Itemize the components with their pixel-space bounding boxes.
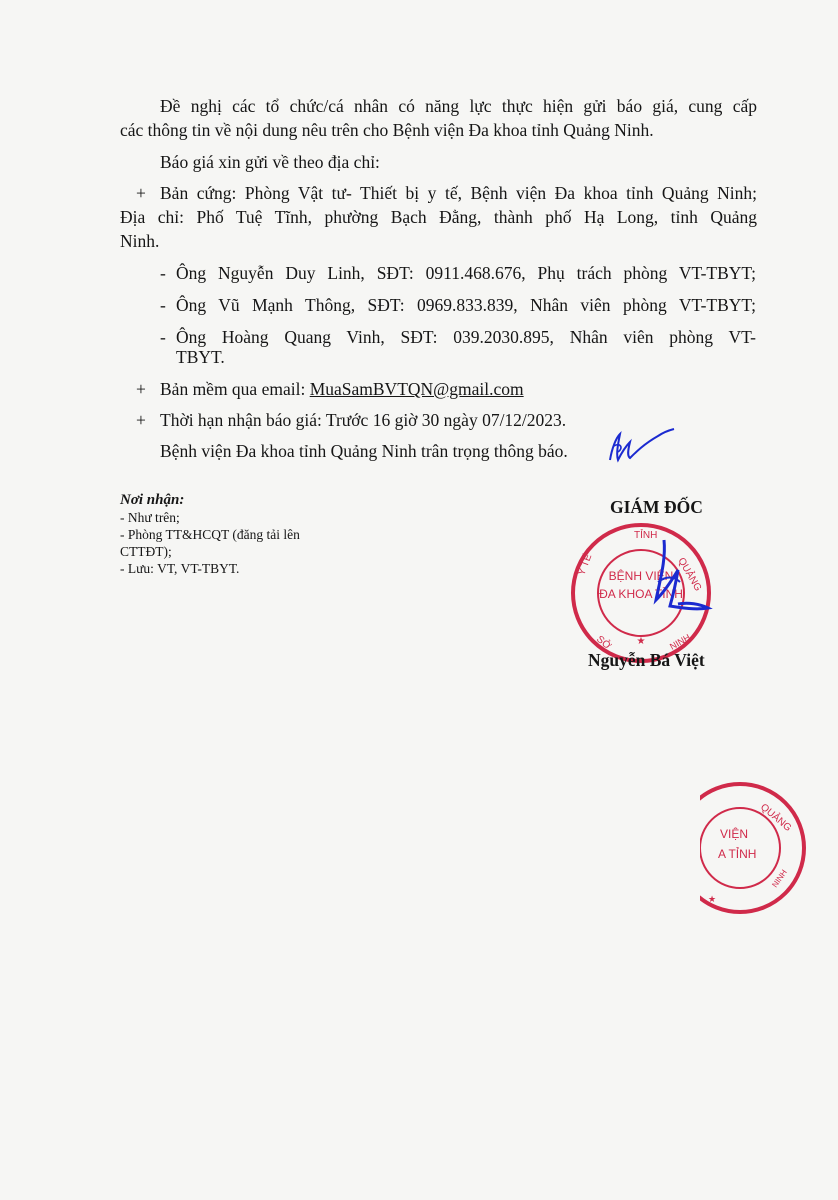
seal-right-text: QUẢNG — [675, 556, 704, 594]
partial-seal-arc: QUẢNG — [758, 801, 794, 834]
intro-line-2: các thông tin về nội dung nêu trên cho Bệnh viện Đa khoa tỉnh Quảng Ninh. — [120, 120, 654, 140]
contact-bullet-3: - — [160, 327, 166, 347]
recipients-block — [120, 492, 360, 577]
svg-text:★: ★ — [636, 636, 646, 647]
signer-name: Nguyễn Bá Việt — [588, 650, 705, 670]
soft-copy-bullet: + — [136, 379, 146, 399]
contact-line-2: Ông Vũ Mạnh Thông, SĐT: 0969.833.839, Nhân viên phòng VT-TBYT; — [176, 295, 756, 315]
soft-copy-label: Bản mềm qua email: — [160, 379, 310, 399]
partial-seal-line-1: VIỆN — [720, 827, 749, 841]
hard-copy-line-2: Địa chỉ: Phố Tuệ Tĩnh, phường Bạch Đằng, thành phố Hạ Long, tỉnh Quảng — [120, 207, 757, 227]
svg-text:★: ★ — [708, 894, 717, 904]
seal-bottom-right-text: NINH — [668, 632, 693, 652]
initial-signature-mark — [600, 420, 680, 470]
contact-line-3-cont: TBYT. — [176, 347, 225, 367]
recipient-item: - Như trên; — [120, 510, 180, 525]
contact-line-3: Ông Hoàng Quang Vinh, SĐT: 039.2030.895, Nhân viên phòng VT- — [176, 327, 756, 347]
email-link[interactable]: MuaSamBVTQN@gmail.com — [309, 379, 524, 399]
deadline-bullet: + — [136, 410, 146, 430]
seal-line-2: ĐA KHOA TỈNH — [599, 587, 683, 601]
hard-copy-line-1: Bản cứng: Phòng Vật tư- Thiết bị y tế, Bệnh viện Đa khoa tỉnh Quảng Ninh; — [160, 183, 757, 203]
deadline-line: Thời hạn nhận báo giá: Trước 16 giờ 30 ngày 07/12/2023. — [160, 410, 567, 430]
recipient-item: - Phòng TT&HCQT (đăng tải lên CTTĐT); — [120, 527, 300, 559]
contact-bullet-2: - — [160, 295, 166, 315]
partial-seal — [700, 778, 838, 918]
contact-line-1: Ông Nguyễn Duy Linh, SĐT: 0911.468.676, Phụ trách phòng VT-TBYT; — [176, 263, 756, 283]
intro-line-1: Đề nghị các tổ chức/cá nhân có năng lực thực hiện gửi báo giá, cung cấp — [160, 96, 757, 116]
director-signature — [630, 520, 730, 630]
seal-left-text: Y TẾ — [576, 552, 595, 578]
address-heading: Báo giá xin gửi về theo địa chỉ: — [160, 152, 380, 172]
recipients-title: Nơi nhận: — [120, 492, 185, 508]
recipient-item: - Lưu: VT, VT-TBYT. — [120, 561, 240, 576]
hard-copy-line-3: Ninh. — [120, 231, 160, 251]
partial-seal-arc-2: NINH — [770, 867, 789, 890]
partial-seal-line-2: A TỈNH — [718, 847, 757, 861]
seal-bottom-text: SỞ — [594, 633, 613, 653]
seal-line-1: BỆNH VIỆN — [608, 569, 674, 583]
closing-line: Bệnh viện Đa khoa tỉnh Quảng Ninh trân trọng thông báo. — [160, 441, 568, 461]
hard-copy-bullet: + — [136, 183, 146, 203]
contact-bullet-1: - — [160, 263, 166, 283]
signature-title: GIÁM ĐỐC — [610, 497, 703, 517]
soft-copy-line — [160, 377, 524, 401]
seal-top-text: TỈNH — [634, 530, 658, 541]
